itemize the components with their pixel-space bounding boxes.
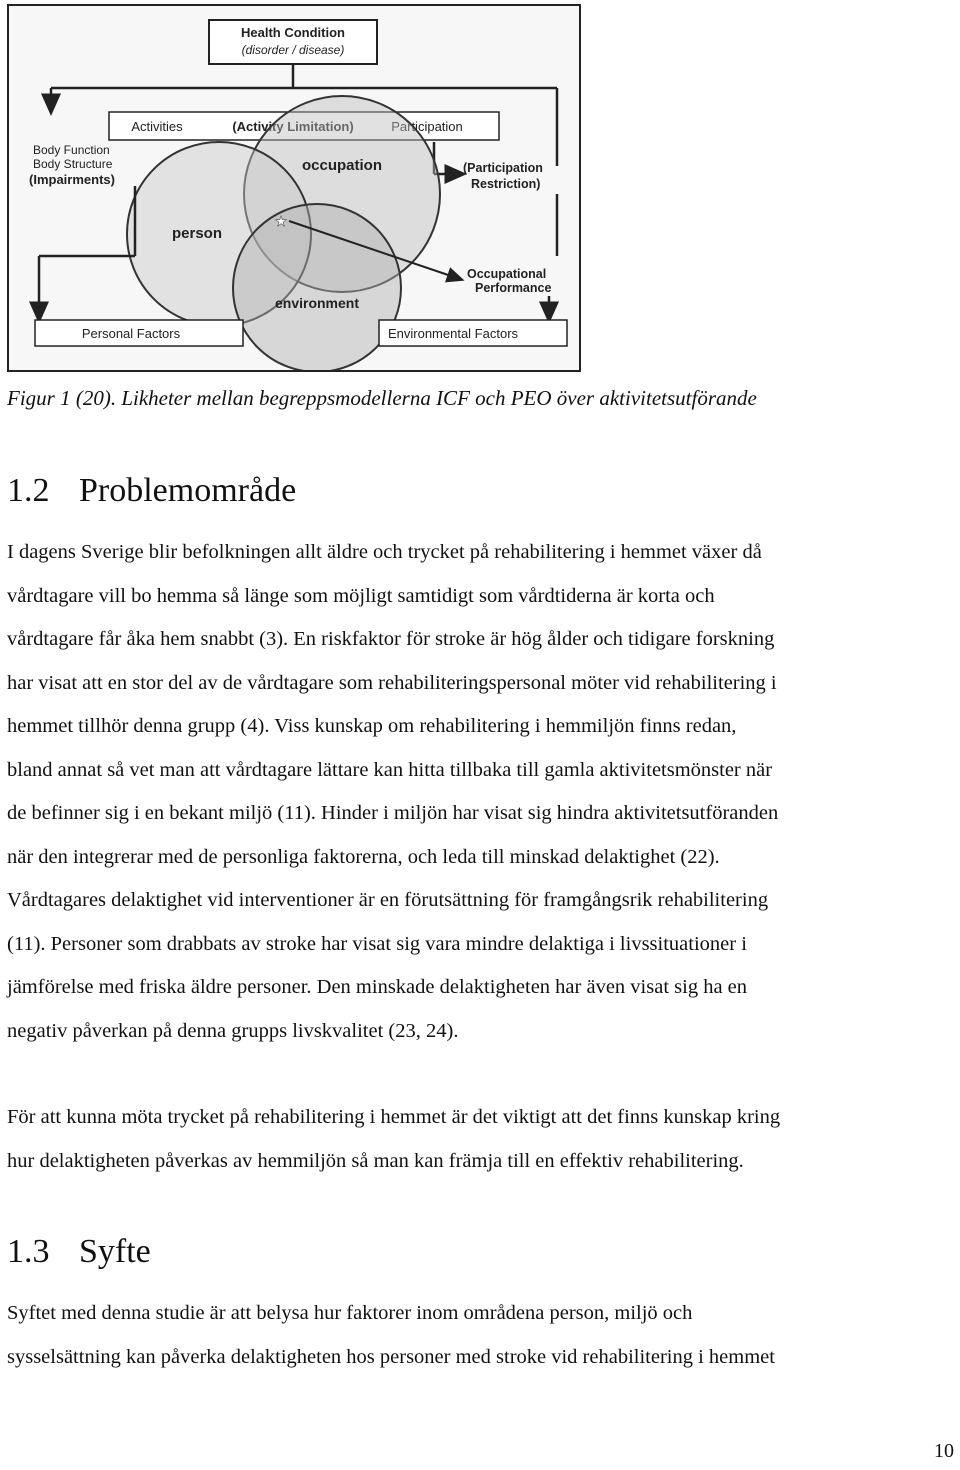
text-line: Syftet med denna studie är att belysa hur faktorer inom områdena person, miljö och (7, 1302, 693, 1324)
text-line: har visat att en stor del av de vårdtagare som rehabiliteringspersonal möter vid rehabilitering i (7, 671, 777, 694)
impairments-label: (Impairments) (29, 172, 115, 187)
text-line: För att kunna möta trycket på rehabilitering i hemmet är det viktigt att det finns kunskap kring (7, 1106, 781, 1128)
participation-label: Participation (391, 119, 463, 134)
icf-peo-figure (7, 4, 581, 372)
personal-factors-label: Personal Factors (81, 326, 181, 341)
text-line: bland annat så vet man att vårdtagare lättare kan hitta tillbaka till gamla aktivitetsmönster när (7, 758, 773, 781)
section-heading-problemomrade (7, 472, 296, 510)
participation-restriction-label-2: Restriction) (471, 177, 541, 191)
body-structure-label: Body Structure (33, 157, 113, 171)
figure-caption: Figur 1 (20). Likheter mellan begreppsmodellerna ICF och PEO över aktivitetsutförande (7, 386, 757, 410)
participation-restriction-label-1: (Participation (463, 161, 543, 175)
environment-circle (233, 204, 401, 370)
text-line: Vårdtagares delaktighet vid interventioner är en förutsättning för framgångsrik rehabilitering (7, 889, 769, 911)
text-line: de befinner sig i en bekant miljö (11). Hinder i miljön har visat sig hindra aktivitetsutföranden (7, 802, 779, 824)
text-line: när den integrerar med de personliga faktorerna, och leda till minskad delaktighet (22). (7, 845, 720, 868)
text-line: hemmet tillhör denna grupp (4). Viss kunskap om rehabilitering i hemmiljön finns redan, (7, 715, 737, 737)
star-icon: ★ (274, 214, 288, 230)
environmental-factors-label: Environmental Factors (387, 326, 519, 341)
occupational-performance-label-2: Performance (475, 281, 552, 295)
text-line: hur delaktigheten påverkas av hemmiljön så man kan främja till en effektiv rehabilitering. (7, 1149, 744, 1172)
section-heading-syfte (7, 1233, 151, 1271)
text-line: negativ påverkan på denna grupps livskvalitet (23, 24). (7, 1019, 459, 1042)
activities-label: Activities (131, 119, 183, 134)
icf-peo-diagram (9, 6, 579, 370)
section-title: Problemområde (79, 472, 297, 509)
page-number: 10 (934, 1440, 954, 1462)
text-line: (11). Personer som drabbats av stroke har visat sig vara mindre delaktiga i livssituationer i (7, 932, 747, 955)
syfte-paragraph (7, 1292, 955, 1379)
activity-limitation-label: (Activity Limitation) (232, 119, 354, 134)
text-line: vårdtagare vill bo hemma så länge som möjligt samtidigt som vårdtiderna är korta och (7, 584, 715, 607)
body-function-label: Body Function (33, 143, 110, 157)
problemomrade-paragraph-1 (7, 531, 955, 1053)
text-line: I dagens Sverige blir befolkningen allt äldre och trycket på rehabilitering i hemmet växer då (7, 541, 762, 563)
disorder-disease-label: (disorder / disease) (241, 43, 345, 57)
environment-label: environment (274, 295, 360, 311)
section-number: 1.3 (7, 1233, 50, 1270)
text-line: sysselsättning kan påverka delaktigheten hos personer med stroke vid rehabilitering i hemmet (7, 1345, 775, 1368)
problemomrade-paragraph-2 (7, 1096, 955, 1183)
occupational-performance-label-1: Occupational (467, 267, 547, 281)
health-condition-label: Health Condition (241, 25, 345, 40)
occupation-label: occupation (301, 157, 383, 174)
section-number: 1.2 (7, 472, 50, 509)
text-line: jämförelse med friska äldre personer. Den minskade delaktigheten har även visat sig ha en (7, 976, 748, 998)
section-title: Syfte (79, 1233, 151, 1270)
text-line: vårdtagare får åka hem snabbt (3). En riskfaktor för stroke är hög ålder och tidigare forskning (7, 628, 775, 650)
person-label: person (171, 225, 223, 242)
